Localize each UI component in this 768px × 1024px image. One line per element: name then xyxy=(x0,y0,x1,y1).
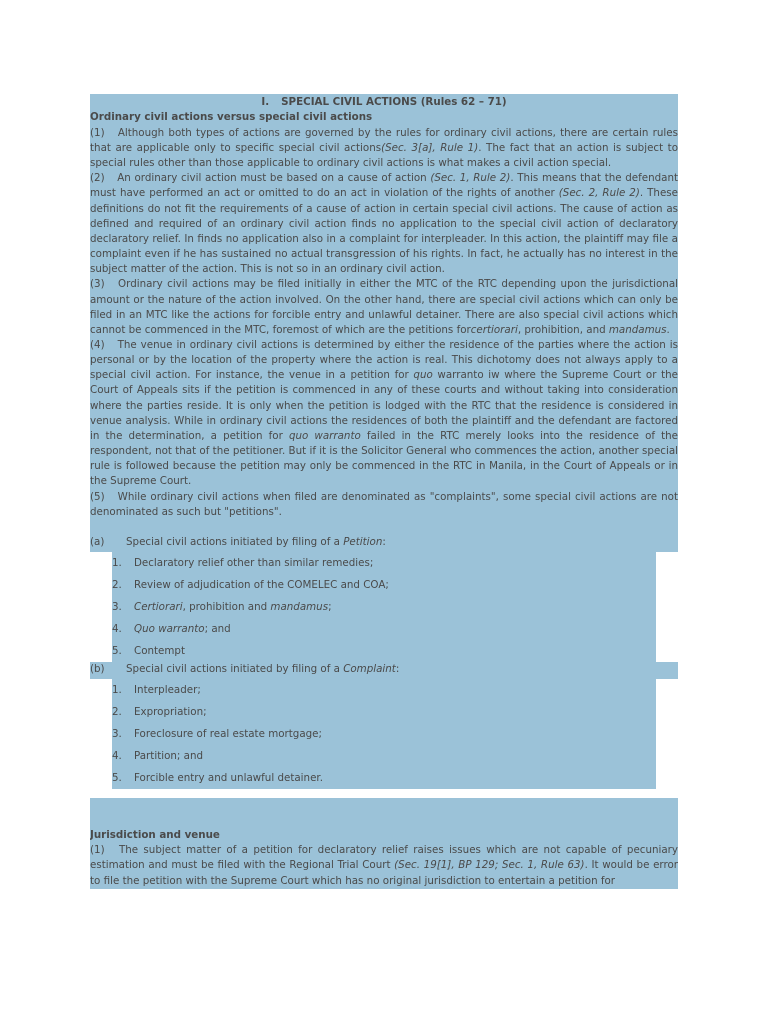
page-title xyxy=(90,94,678,110)
title-number: I. xyxy=(261,96,270,108)
paragraph-5: (5) While ordinary civil actions when filed are denominated as "complaints", some special civil actions are not denominated as such but "petitions". xyxy=(90,490,678,520)
list-item: 2. Expropriation; xyxy=(112,705,207,718)
paragraph-number: (3) xyxy=(90,278,105,291)
spacer xyxy=(90,520,678,535)
list-item: 1. Declaratory relief other than similar remedies; xyxy=(112,556,374,569)
title-text: SPECIAL CIVIL ACTIONS (Rules 62 – 71) xyxy=(281,96,507,108)
list-item: 1. Interpleader; xyxy=(112,683,201,696)
list-b xyxy=(112,679,656,789)
list-a xyxy=(112,552,656,662)
paragraph-jurisdiction-1: (1) The subject matter of a petition for declaratory relief raises issues which are not capable of pecuniary estimation and must be filed with the Regional Trial Court (Sec. 19[1], BP 129; Sec. 1, Rule 63). It would be error to file the petition with the Supreme Court which has no original jurisdiction to entertain a petition for xyxy=(90,843,678,888)
paragraph-3: (3) Ordinary civil actions may be filed initially in either the MTC of the RTC depending upon the jurisdictional amount or the nature of the action involved. On the other hand, there are special civil actions which can only be filed in an MTC like the actions for forcible entry and unlawful detainer. There are also special civil actions which cannot be commenced in the MTC, foremost of which are the petitions forcertiorari, prohibition, and mandamus. xyxy=(90,277,678,338)
section-heading-jurisdiction-venue: Jurisdiction and venue xyxy=(90,828,678,843)
list-item: 2. Review of adjudication of the COMELEC and COA; xyxy=(112,578,389,591)
section-heading-ordinary-vs-special: Ordinary civil actions versus special civil actions xyxy=(90,110,678,125)
paragraph-4: (4) The venue in ordinary civil actions is determined by either the residence of the parties where the action is personal or by the location of the property where the action is real. This dichotomy does not always apply to a special civil action. For instance, the venue in a petition for quo warranto iw where the Supreme Court or the Court of Appeals sits if the petition is commenced in any of these courts and without taking into consideration where the parties reside. It is only when the petition is lodged with the RTC that the residence is considered in venue analysis. While in ordinary civil actions the residences of both the plaintiff and the defendant are factored in the determination, a petition for quo warranto failed in the RTC merely looks into the residence of the respondent, not that of the petitioner. But if it is the Solicitor General who commences the action, another special rule is followed because the petition may only be commenced in the RTC in Manila, in the Court of Appeals or in the Supreme Court. xyxy=(90,338,678,490)
list-item: 4. Quo warranto; and xyxy=(112,622,231,635)
list-item: 3. Certiorari, prohibition and mandamus; xyxy=(112,600,332,613)
spacer xyxy=(90,789,678,798)
list-b-heading: (b) Special civil actions initiated by filing of a Complaint: xyxy=(90,662,678,679)
list-item: 5. Contempt xyxy=(112,644,185,657)
paragraph-number: (1) xyxy=(90,844,105,857)
list-item: 3. Foreclosure of real estate mortgage; xyxy=(112,727,322,740)
paragraph-number: (5) xyxy=(90,490,105,503)
paragraph-number: (1) xyxy=(90,126,105,139)
spacer xyxy=(90,798,678,828)
list-a-heading: (a) Special civil actions initiated by filing of a Petition: xyxy=(90,535,678,552)
paragraph-2: (2) An ordinary civil action must be based on a cause of action (Sec. 1, Rule 2). This means that the defendant must have performed an act or omitted to do an act in violation of the rights of another (Sec. 2, Rule 2). These definitions do not fit the requirements of a cause of action in certain special civil actions. The cause of action as defined and required of an ordinary civil action finds no application to the special civil action of declaratory declaratory relief. In finds no application also in a complaint for interpleader. In this action, the plaintiff may file a complaint even if he has sustained no actual transgression of his rights. In fact, he actually has no interest in the subject matter of the action. This is not so in an ordinary civil action. xyxy=(90,171,678,277)
paragraph-number: (4) xyxy=(90,339,105,351)
list-item: 5. Forcible entry and unlawful detainer. xyxy=(112,771,323,784)
paragraph-number: (2) xyxy=(90,172,105,185)
list-item: 4. Partition; and xyxy=(112,749,204,762)
paragraph-1: (1) Although both types of actions are governed by the rules for ordinary civil actions, there are certain rules that are applicable only to specific special civil actions(Sec. 3[a], Rule 1). The fact that an action is subject to special rules other than those applicable to ordinary civil actions is what makes a civil action special. xyxy=(90,126,678,171)
document-page xyxy=(90,94,678,907)
